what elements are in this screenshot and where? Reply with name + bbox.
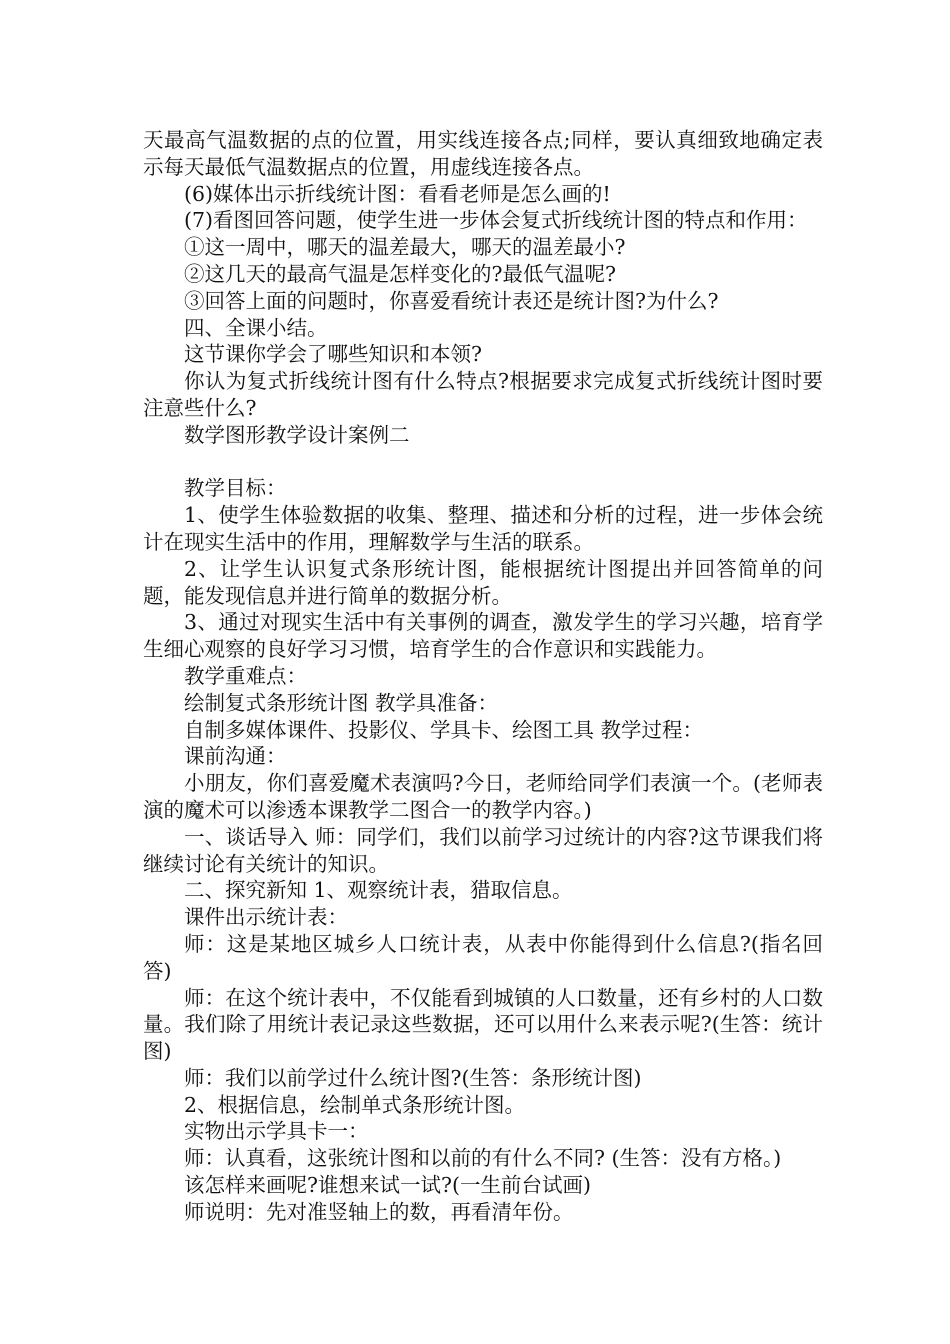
paragraph: 1、使学生体验数据的收集、整理、描述和分析的过程，进一步体会统计在现实生活中的作用，理解数学与生活的联系。 [143, 503, 823, 554]
paragraph: 小朋友，你们喜爱魔术表演吗?今日，老师给同学们表演一个。(老师表演的魔术可以渗透本课教学二图合一的教学内容。) [143, 771, 823, 822]
paragraph: 课前沟通： [184, 744, 287, 769]
paragraph: 教学目标： [184, 476, 287, 501]
paragraph: (7)看图回答问题，使学生进一步体会复式折线统计图的特点和作用： [184, 208, 808, 233]
paragraph: 师：这是某地区城乡人口统计表，从表中你能得到什么信息?(指名回答) [143, 931, 823, 983]
document-body [143, 127, 823, 1226]
paragraph: ②这几天的最高气温是怎样变化的?最低气温呢? [184, 261, 616, 286]
blank-line [143, 449, 823, 476]
paragraph: 师说明：先对准竖轴上的数，再看清年份。 [184, 1199, 574, 1224]
paragraph: 这节课你学会了哪些知识和本领? [184, 342, 482, 367]
paragraph: 数学图形教学设计案例二 [184, 422, 410, 447]
paragraph: 2、让学生认识复式条形统计图，能根据统计图提出并回答简单的问题，能发现信息并进行简单的数据分析。 [143, 556, 823, 608]
paragraph: (6)媒体出示折线统计图：看看老师是怎么画的! [184, 181, 611, 206]
paragraph: 四、全课小结。 [184, 315, 328, 340]
paragraph: 课件出示统计表： [184, 905, 348, 930]
paragraph: 教学重难点： [184, 663, 307, 688]
paragraph: 你认为复式折线统计图有什么特点?根据要求完成复式折线统计图时要注意些什么? [143, 369, 823, 420]
paragraph: 实物出示学具卡一： [184, 1119, 369, 1144]
paragraph: 师：我们以前学过什么统计图?(生答：条形统计图) [184, 1065, 642, 1090]
paragraph: 天最高气温数据的点的位置，用实线连接各点;同样，要认真细致地确定表示每天最低气温数据点的位置，用虚线连接各点。 [143, 128, 823, 179]
paragraph: 自制多媒体课件、投影仪、学具卡、绘图工具 教学过程： [184, 717, 704, 742]
paragraph: 2、根据信息，绘制单式条形统计图。 [184, 1092, 526, 1117]
paragraph: 一、谈话导入 师：同学们，我们以前学习过统计的内容?这节课我们将继续讨论有关统计的知识。 [143, 824, 823, 876]
paragraph: 二、探究新知 1、观察统计表，猎取信息。 [184, 878, 573, 903]
paragraph: ①这一周中，哪天的温差最大，哪天的温差最小? [184, 235, 626, 260]
paragraph: ③回答上面的问题时，你喜爱看统计表还是统计图?为什么? [184, 288, 719, 313]
paragraph: 绘制复式条形统计图 教学具准备： [184, 690, 499, 715]
paragraph: 该怎样来画呢?谁想来试一试?(一生前台试画) [184, 1173, 591, 1198]
paragraph: 师：在这个统计表中，不仅能看到城镇的人口数量，还有乡村的人口数量。我们除了用统计表记录这些数据，还可以用什么来表示呢?(生答：统计图) [143, 985, 823, 1064]
paragraph: 3、通过对现实生活中有关事例的调查，激发学生的学习兴趣，培育学生细心观察的良好学习习惯，培育学生的合作意识和实践能力。 [143, 610, 823, 662]
paragraph: 师：认真看，这张统计图和以前的有什么不同? (生答：没有方格。) [184, 1146, 782, 1171]
